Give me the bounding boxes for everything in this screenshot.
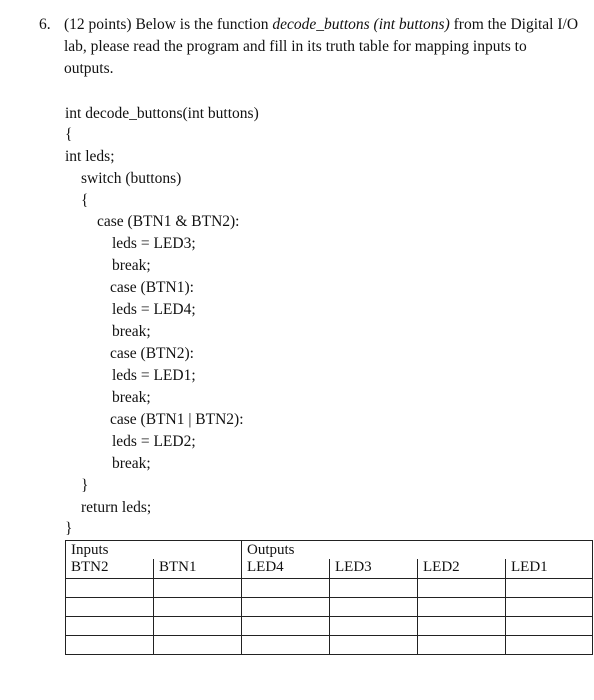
table-cell[interactable] [242, 598, 330, 617]
table-cell[interactable] [154, 636, 242, 655]
table-cell[interactable] [66, 579, 154, 598]
column-header-btn2: BTN2 [66, 559, 154, 579]
question-number: 6. [39, 16, 51, 33]
code-case-2-assign: leds = LED4; [112, 301, 196, 318]
table-cell[interactable] [330, 598, 418, 617]
table-cell[interactable] [154, 617, 242, 636]
code-case-1-break: break; [112, 257, 151, 274]
table-cell[interactable] [242, 636, 330, 655]
table-cell[interactable] [154, 598, 242, 617]
question-text-start: (12 points) Below is the function [64, 16, 273, 33]
code-case-3: case (BTN2): [110, 345, 194, 362]
table-cell[interactable] [418, 598, 506, 617]
code-open-brace: { [65, 126, 73, 143]
code-case-4-assign: leds = LED2; [112, 433, 196, 450]
code-case-1-assign: leds = LED3; [112, 235, 196, 252]
table-cell[interactable] [418, 579, 506, 598]
question-block [39, 14, 579, 80]
table-row [66, 636, 593, 655]
column-header-led1: LED1 [506, 559, 593, 579]
table-cell[interactable] [66, 617, 154, 636]
column-header-btn1: BTN1 [154, 559, 242, 579]
table-row [66, 617, 593, 636]
code-case-2-break: break; [112, 323, 151, 340]
code-switch-open-brace: { [81, 192, 89, 209]
truth-table-group-row [66, 541, 593, 560]
table-cell[interactable] [242, 579, 330, 598]
table-cell[interactable] [242, 617, 330, 636]
table-cell[interactable] [330, 579, 418, 598]
table-row [66, 579, 593, 598]
table-cell[interactable] [506, 617, 593, 636]
inputs-group-header: Inputs [66, 541, 242, 560]
question-text [64, 14, 579, 80]
code-case-1: case (BTN1 & BTN2): [97, 213, 240, 230]
code-switch: switch (buttons) [81, 170, 182, 187]
table-cell[interactable] [506, 598, 593, 617]
code-case-3-break: break; [112, 389, 151, 406]
table-cell[interactable] [330, 617, 418, 636]
table-cell[interactable] [506, 636, 593, 655]
column-header-led2: LED2 [418, 559, 506, 579]
function-name: decode_buttons (int buttons) [272, 16, 450, 33]
code-case-2: case (BTN1): [110, 279, 194, 296]
question-text-end: from the Digital I/O lab, please read the program and fill in its truth table for mapping inputs to outputs. [64, 16, 579, 77]
column-header-led4: LED4 [242, 559, 330, 579]
truth-table-header-row [66, 559, 593, 579]
code-case-4: case (BTN1 | BTN2): [110, 411, 244, 428]
truth-table [65, 540, 593, 655]
code-return: return leds; [81, 499, 152, 516]
table-row [66, 598, 593, 617]
table-cell[interactable] [66, 636, 154, 655]
outputs-group-header: Outputs [242, 541, 593, 560]
code-close-brace: } [65, 520, 73, 537]
code-signature: int decode_buttons(int buttons) [65, 105, 259, 122]
table-cell[interactable] [66, 598, 154, 617]
code-switch-close-brace: } [81, 477, 89, 494]
table-cell[interactable] [506, 579, 593, 598]
column-header-led3: LED3 [330, 559, 418, 579]
table-cell[interactable] [418, 617, 506, 636]
code-declaration: int leds; [65, 148, 115, 165]
code-case-4-break: break; [112, 455, 151, 472]
table-cell[interactable] [154, 579, 242, 598]
table-cell[interactable] [330, 636, 418, 655]
code-case-3-assign: leds = LED1; [112, 367, 196, 384]
table-cell[interactable] [418, 636, 506, 655]
